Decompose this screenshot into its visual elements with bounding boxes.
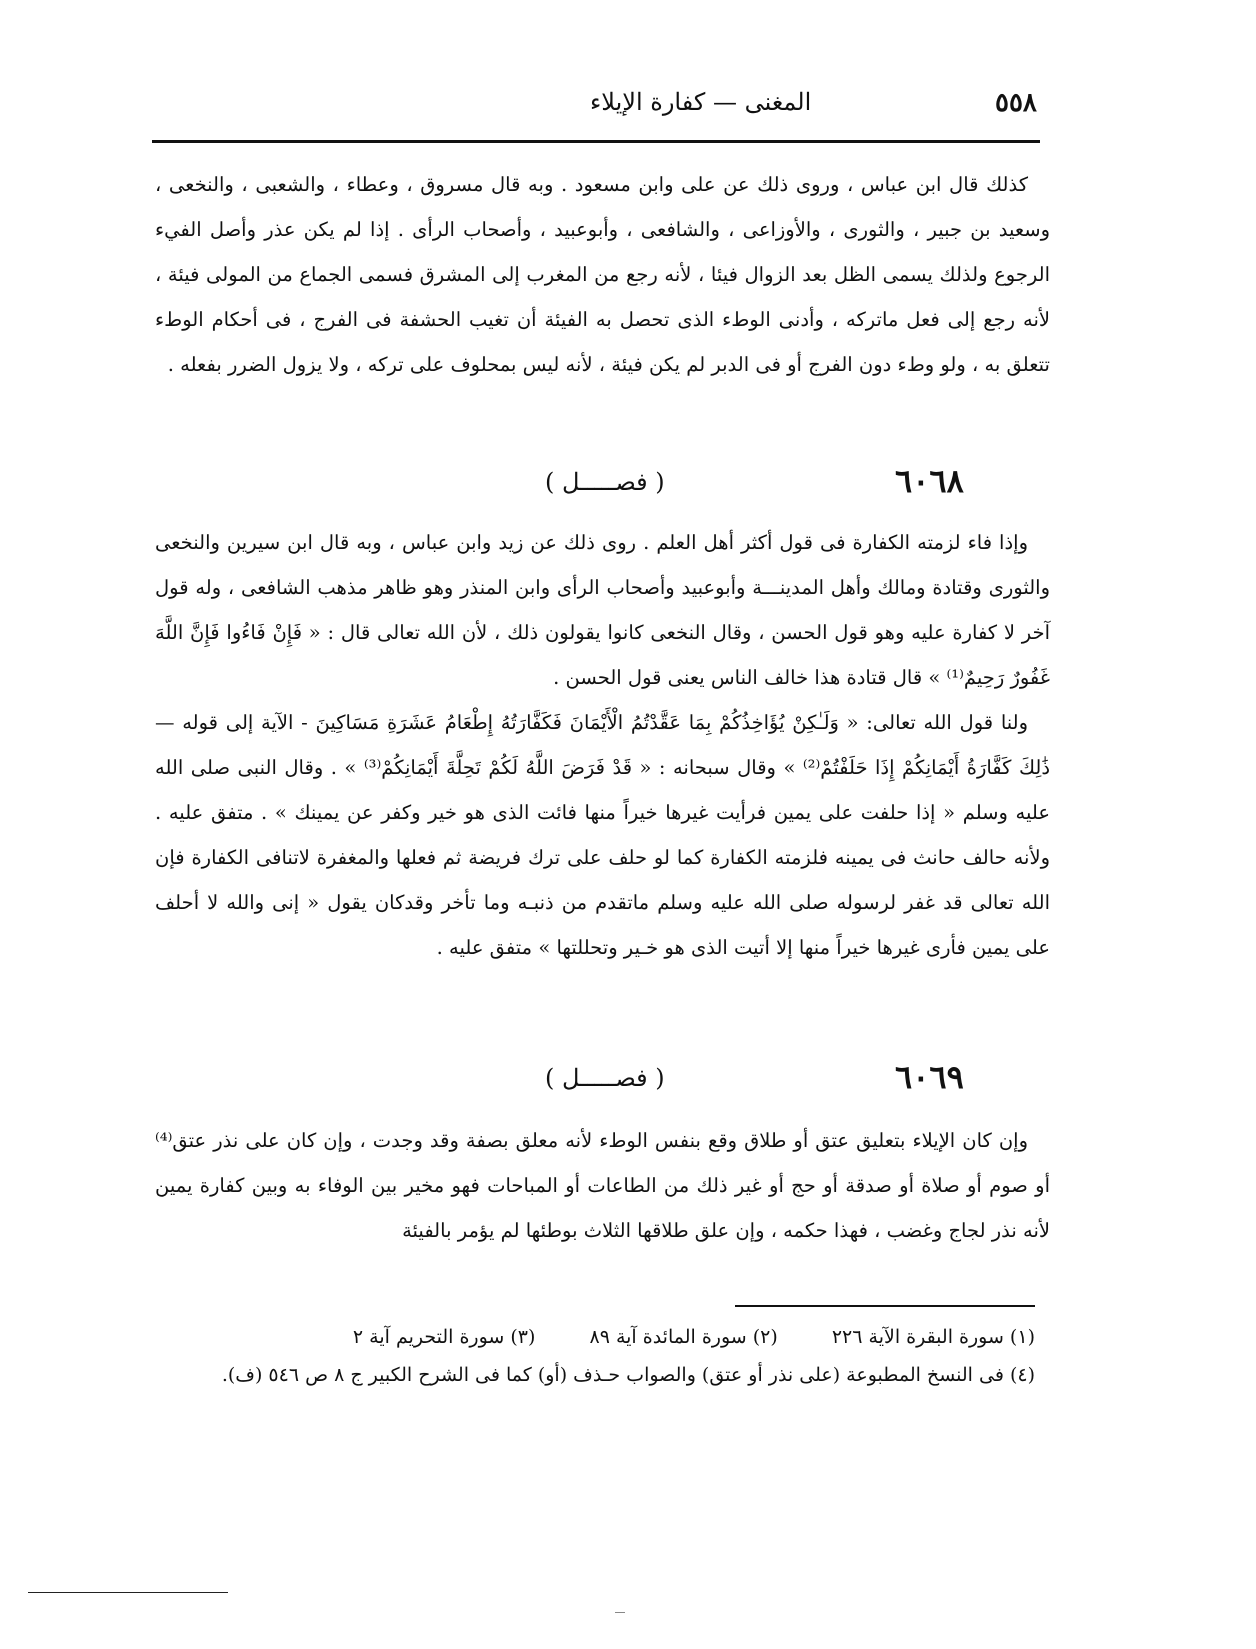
section-6068-paragraph-1: وإذا فاء لزمته الكفارة فى قول أكثر أهل العلم . روى ذلك عن زيد وابن عباس ، وبه قال ابن سيرين والنخعى والثورى وقتادة ومالك وأهل المدينـــة وأبوعبيد وأصحاب الرأى وابن المنذر وهو ظاهر مذهب الشافعى ، وله قول آخر لا كفارة عليه وهو قول الحسن ، وقال النخعى كانوا يقولون ذلك ، لأن الله تعالى قال : « فَإِنْ فَاءُوا فَإِنَّ اللَّهَ غَفُورٌ رَحِيمٌ⁽¹⁾ » قال قتادة هذا خالف الناس يعنى قول الحسن . <box>155 531 1050 689</box>
section-label: ( فصـــــل ) <box>545 1064 665 1092</box>
footnote-4: (٤) فى النسخ المطبوعة (على نذر أو عتق) والصواب حـذف (أو) كما فى الشرح الكبير ج ٨ ص ٥٤٦ (ف). <box>221 1364 1035 1386</box>
footnotes <box>155 1318 1035 1394</box>
footnote-1: (١) سورة البقرة الآية ٢٢٦ <box>831 1326 1035 1348</box>
footnote-rule <box>735 1305 1035 1307</box>
section-number: ٦٠٦٩ <box>895 1058 964 1096</box>
section-heading-6068 <box>155 462 1050 512</box>
section-heading-6069 <box>155 1058 1050 1108</box>
section-6068-text-block <box>155 520 1050 970</box>
intro-text-block <box>155 162 1050 387</box>
footnote-2: (٢) سورة المائدة آية ٨٩ <box>589 1326 778 1348</box>
page-header <box>150 80 1040 130</box>
page-number: ٥٥٨ <box>995 88 1037 118</box>
section-number: ٦٠٦٨ <box>895 462 964 500</box>
footnote-row-1 <box>155 1318 1035 1356</box>
header-rule <box>152 140 1040 143</box>
intro-paragraph: كذلك قال ابن عباس ، وروى ذلك عن على وابن مسعود . وبه قال مسروق ، وعطاء ، والشعبى ، والنخعى ، وسعيد بن جبير ، والثورى ، والأوزاعى ، والشافعى ، وأبوعبيد ، وأصحاب الرأى . إذا لم يكن عذر وأصل الفيء الرجوع ولذلك يسمى الظل بعد الزوال فيئا ، لأنه رجع من المغرب إلى المشرق فسمى الجماع من المولى فيئة ، لأنه رجع إلى فعل ماتركه ، وأدنى الوطء الذى تحصل به الفيئة أن تغيب الحشفة فى الفرج ، فى أحكام الوطء تتعلق به ، ولو وطء دون الفرج أو فى الدبر لم يكن فيئة ، لأنه ليس بمحلوف على تركه ، ولا يزول الضرر بفعله . <box>155 173 1050 376</box>
scan-mark <box>615 1612 625 1613</box>
section-6068-paragraph-2: ولنا قول الله تعالى: « وَلَـٰكِنْ يُؤَاخِذُكُمْ بِمَا عَقَّدْتُمُ الْأَيْمَانَ فَكَفَّارَتُهُ إِطْعَامُ عَشَرَةِ مَسَاكِينَ - الآية إلى قوله — ذَٰلِكَ كَفَّارَةُ أَيْمَانِكُمْ إِذَا حَلَفْتُمْ⁽²⁾ » وقال سبحانه : « قَدْ فَرَضَ اللَّهُ لَكُمْ تَحِلَّةَ أَيْمَانِكُمْ⁽³⁾ » . وقال النبى صلى الله عليه وسلم « إذا حلفت على يمين فرأيت غيرها خيراً منها فائت الذى هو خير وكفر عن يمينك » . متفق عليه . ولأنه حالف حانث فى يمينه فلزمته الكفارة كما لو حلف على ترك فريضة ثم فعلها والمغفرة لاتنافى الكفارة فإن الله تعالى قد غفر لرسوله صلى الله عليه وسلم ماتقدم من ذنبـه وما تأخر وقدكان يقول « إنى والله لا أحلف على يمين فأرى غيرها خيراً منها إلا أتيت الذى هو خـير وتحللتها » متفق عليه . <box>155 711 1050 959</box>
section-6069-text-block <box>155 1118 1050 1253</box>
section-6069-paragraph-1: وإن كان الإيلاء بتعليق عتق أو طلاق وقع بنفس الوطء لأنه معلق بصفة وقد وجدت ، وإن كان على نذر عتق⁽⁴⁾ أو صوم أو صلاة أو صدقة أو حج أو غير ذلك من الطاعات أو المباحات فهو مخير بين الوفاء به وبين كفارة يمين لأنه نذر لجاج وغضب ، فهذا حكمه ، وإن علق طلاقها الثلاث بوطئها لم يؤمر بالفيئة <box>155 1129 1050 1242</box>
footnote-3: (٣) سورة التحريم آية ٢ <box>352 1326 536 1348</box>
running-title: المغنى — كفارة الإيلاء <box>590 88 812 116</box>
bottom-rule <box>28 1592 228 1593</box>
section-label: ( فصـــــل ) <box>545 468 665 496</box>
